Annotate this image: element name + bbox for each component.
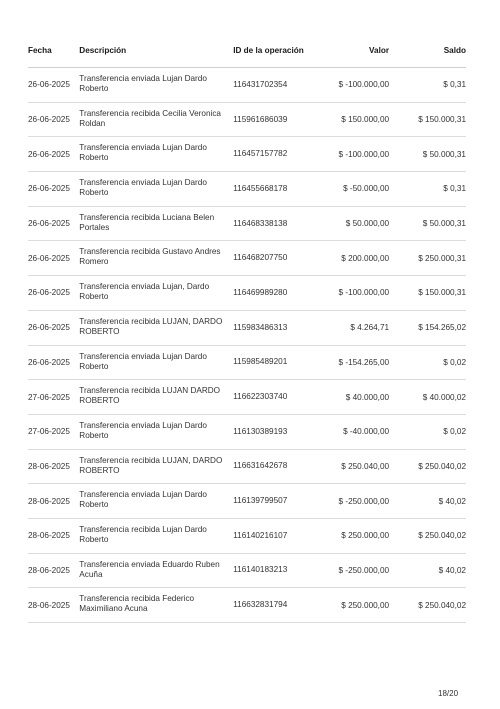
cell-saldo: $ 40.000,02 [422,392,466,402]
cell-descripcion: Transferencia enviada Lujan, Dardo Roberto [79,282,210,302]
cell-valor: $ 250.000,00 [341,531,390,541]
cell-fecha: 26-06-2025 [28,115,70,125]
table-row [28,103,466,138]
table-row [28,68,466,103]
cell-valor: $ 50.000,00 [345,219,390,229]
cell-id-operacion: 116139799507 [233,496,288,506]
cell-id-operacion: 116469989280 [233,287,288,297]
table-row [28,380,466,415]
header-valor: Valor [369,46,390,55]
cell-fecha: 26-06-2025 [28,288,70,298]
cell-id-operacion: 116431702354 [233,79,288,89]
cell-saldo: $ 0,31 [443,80,466,90]
cell-fecha: 26-06-2025 [28,184,70,194]
table-row [28,207,466,242]
cell-descripcion: Transferencia recibida LUJAN, DARDO ROBERTO [79,316,223,336]
header-saldo: Saldo [443,46,466,55]
cell-valor: $ -100.000,00 [338,288,390,298]
cell-valor: $ 150.000,00 [341,115,390,125]
cell-fecha: 26-06-2025 [28,253,70,263]
cell-saldo: $ 40,02 [438,565,466,575]
cell-fecha: 26-06-2025 [28,323,70,333]
cell-descripcion: Transferencia enviada Lujan Dardo Roberto [79,143,207,163]
cell-id-operacion: 116622303740 [233,392,288,402]
table-row [28,137,466,172]
cell-saldo: $ 150.000,31 [418,115,466,125]
cell-descripcion: Transferencia enviada Lujan Dardo Roberto [79,178,207,198]
cell-saldo: $ 40,02 [438,496,466,506]
table-row [28,415,466,450]
cell-saldo: $ 0,02 [443,427,466,437]
cell-saldo: $ 50.000,31 [422,219,466,229]
cell-saldo: $ 250.040,02 [418,600,466,610]
cell-fecha: 27-06-2025 [28,392,70,402]
cell-fecha: 28-06-2025 [28,600,70,610]
cell-saldo: $ 0,02 [443,357,466,367]
cell-id-operacion: 116455668178 [233,183,288,193]
cell-descripcion: Transferencia recibida LUJAN, DARDO ROBERTO [79,455,223,475]
cell-fecha: 26-06-2025 [28,219,70,229]
cell-fecha: 26-06-2025 [28,80,70,90]
table-row [28,588,466,623]
cell-descripcion: Transferencia enviada Lujan Dardo Roberto [79,351,207,371]
cell-id-operacion: 116468207750 [233,253,288,263]
cell-id-operacion: 116632831794 [233,600,288,610]
cell-valor: $ 200.000,00 [341,253,390,263]
table-row [28,276,466,311]
cell-fecha: 28-06-2025 [28,461,70,471]
cell-id-operacion: 116468338138 [233,218,288,228]
cell-saldo: $ 250.040,02 [418,531,466,541]
cell-saldo: $ 150.000,31 [418,288,466,298]
cell-id-operacion: 116140183213 [233,565,288,575]
cell-descripcion: Transferencia recibida Luciana Belen Portales [79,212,215,232]
table-body [28,68,466,623]
cell-descripcion: Transferencia recibida Lujan Dardo Roberto [79,524,207,544]
cell-saldo: $ 250.000,31 [418,253,466,263]
cell-descripcion: Transferencia enviada Lujan Dardo Roberto [79,490,207,510]
cell-valor: $ -100.000,00 [338,149,390,159]
cell-fecha: 26-06-2025 [28,357,70,367]
cell-fecha: 28-06-2025 [28,531,70,541]
cell-valor: $ 250.040,00 [341,461,390,471]
table-row [28,450,466,485]
table-row [28,484,466,519]
header-descripcion: Descripción [79,45,127,55]
cell-descripcion: Transferencia enviada Eduardo Ruben Acuña [79,559,220,579]
cell-id-operacion: 116140216107 [233,530,288,540]
cell-fecha: 28-06-2025 [28,565,70,575]
table-row [28,519,466,554]
cell-valor: $ -40.000,00 [343,427,390,437]
cell-fecha: 27-06-2025 [28,427,70,437]
cell-fecha: 28-06-2025 [28,496,70,506]
cell-descripcion: Transferencia enviada Lujan Dardo Roberto [79,420,207,440]
cell-valor: $ -50.000,00 [343,184,390,194]
table-row [28,311,466,346]
page-number: 18/20 [438,689,459,698]
cell-id-operacion: 115985489201 [233,357,288,367]
cell-valor: $ 40.000,00 [345,392,390,402]
cell-id-operacion: 115961686039 [233,114,288,124]
table-row [28,241,466,276]
cell-id-operacion: 115983486313 [233,322,288,332]
cell-descripcion: Transferencia enviada Lujan Dardo Roberto [79,74,207,93]
table-row [28,346,466,381]
cell-descripcion: Transferencia recibida Federico Maximiliano Acuna [79,594,195,614]
cell-descripcion: Transferencia recibida Gustavo Andres Romero [79,247,221,267]
cell-valor: $ 4.264,71 [350,323,390,333]
cell-saldo: $ 50.000,31 [422,149,466,159]
cell-fecha: 26-06-2025 [28,149,70,159]
cell-id-operacion: 116130389193 [233,426,288,436]
cell-id-operacion: 116631642678 [233,461,288,471]
cell-descripcion: Transferencia recibida Cecilia Veronica Roldan [79,108,221,128]
cell-valor: $ -154.265,00 [338,357,390,367]
header-fecha: Fecha [28,46,52,55]
cell-saldo: $ 154.265,02 [418,323,466,333]
cell-descripcion: Transferencia recibida LUJAN DARDO ROBERTO [79,386,221,406]
transactions-table [28,34,466,623]
table-row [28,172,466,207]
cell-id-operacion: 116457157782 [233,149,288,159]
table-header [28,34,466,68]
cell-saldo: $ 0,31 [443,184,466,194]
cell-valor: $ -100.000,00 [338,80,390,90]
cell-valor: $ -250.000,00 [338,565,390,575]
cell-valor: $ 250.000,00 [341,600,390,610]
cell-valor: $ -250.000,00 [338,496,390,506]
table-row [28,554,466,589]
header-id-operacion: ID de la operación [233,45,304,55]
cell-saldo: $ 250.040,02 [418,461,466,471]
